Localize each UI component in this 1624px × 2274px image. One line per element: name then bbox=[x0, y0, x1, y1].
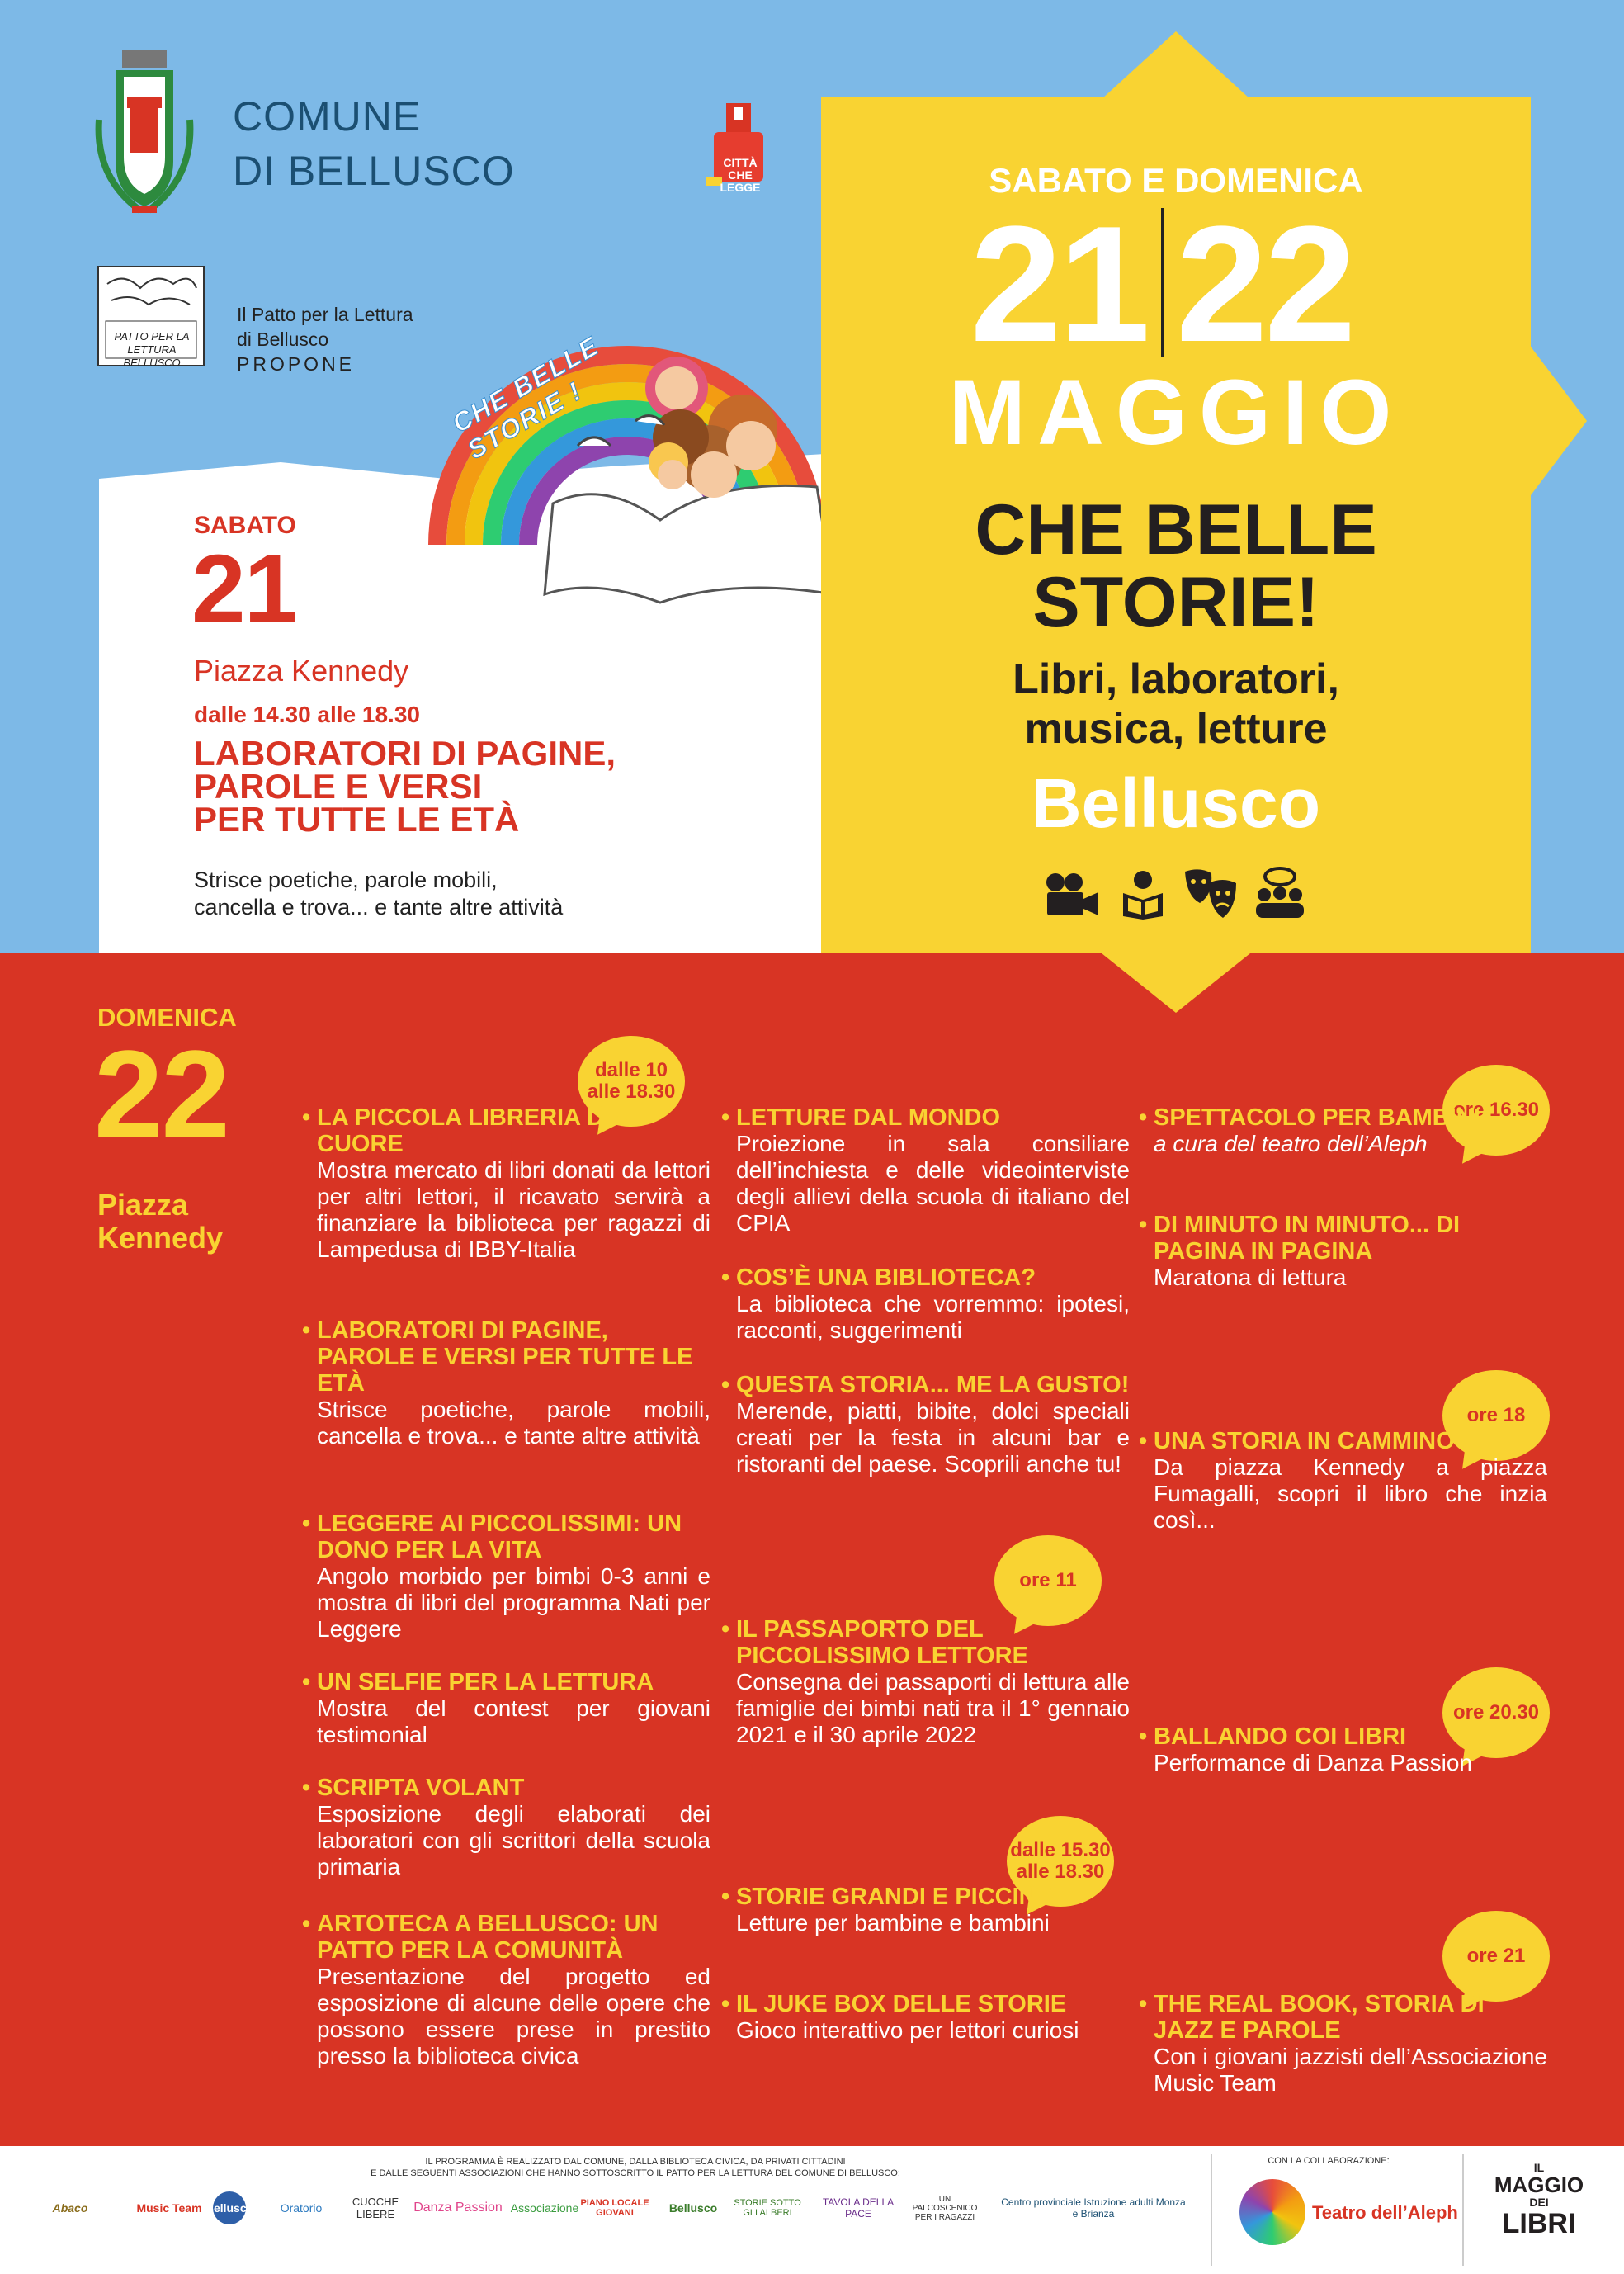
program-item-desc: Mostra del contest per giovani testimonial bbox=[317, 1695, 710, 1747]
camera-icon bbox=[1044, 871, 1102, 920]
program-item-title: • QUESTA STORIA... ME LA GUSTO! bbox=[721, 1372, 1130, 1398]
group-talk-icon bbox=[1253, 867, 1307, 921]
time-bubble: dalle 15.30 alle 18.30 bbox=[1007, 1816, 1114, 1907]
patto-line3: PROPONE bbox=[237, 353, 356, 375]
program-item-title: • THE REAL BOOK, STORIA DI JAZZ E PAROLE bbox=[1139, 1991, 1547, 2044]
program-item bbox=[721, 1884, 1130, 1936]
saturday-title-line2: PAROLE E VERSI bbox=[194, 767, 483, 806]
time-bubble: ore 16.30 bbox=[1442, 1065, 1550, 1156]
program-item-title: • IL PASSAPORTO DEL PICCOLISSIMO LETTORE bbox=[721, 1616, 1130, 1669]
program-item bbox=[302, 1911, 710, 2069]
program-item-desc: Gioco interattivo per lettori curiosi bbox=[736, 2017, 1079, 2043]
event-date-right: 22 bbox=[1176, 192, 1353, 376]
program-item-desc: a cura del teatro dell’Aleph bbox=[1154, 1131, 1428, 1156]
event-subtitle-line1: Libri, laboratori, bbox=[1013, 655, 1339, 703]
program-item-title: • UNA STORIA IN CAMMINO bbox=[1139, 1428, 1547, 1454]
sponsor-logo: Danza Passion bbox=[413, 2201, 503, 2215]
sunday-label: DOMENICA bbox=[97, 1003, 237, 1032]
sponsor-logo: Oratorio bbox=[280, 2201, 323, 2215]
program-item-desc: Presentazione del progetto ed esposizione di alcune delle opere che possono essere prese in prestito presso la biblioteca civica bbox=[317, 1964, 710, 2068]
event-date-left: 21 bbox=[970, 192, 1147, 376]
event-title-line2: STORIE! bbox=[1032, 563, 1320, 642]
program-item bbox=[1139, 1212, 1547, 1291]
footer-credit bbox=[99, 2156, 1172, 2179]
program-item-title: • LA PICCOLA LIBRERIA DEL CUORE bbox=[302, 1104, 710, 1157]
event-title-line1: CHE BELLE bbox=[975, 490, 1377, 570]
maggio-dei-libri-logo bbox=[1485, 2161, 1593, 2239]
program-item-title: • LABORATORI DI PAGINE, PAROLE E VERSI PER TUTTE LE ETÀ bbox=[302, 1317, 710, 1397]
program-item-title: • DI MINUTO IN MINUTO... DI PAGINA IN PAGINA bbox=[1139, 1212, 1547, 1265]
saturday-desc bbox=[194, 867, 563, 921]
footer-credit-line1: IL PROGRAMMA È REALIZZATO DAL COMUNE, DALLA BIBLIOTECA CIVICA, DA PRIVATI CITTADINI bbox=[425, 2157, 846, 2167]
program-item bbox=[721, 1616, 1130, 1748]
time-bubble: ore 20.30 bbox=[1442, 1667, 1550, 1758]
footer-credit-line2: E DALLE SEGUENTI ASSOCIAZIONI CHE HANNO SOTTOSCRITTO IL PATTO PER LA LETTURA DEL COMUNE DI BELLUSCO: bbox=[371, 2168, 900, 2178]
time-bubble: ore 21 bbox=[1442, 1911, 1550, 2002]
coat-of-arms-icon bbox=[91, 45, 198, 219]
sponsor-logo: Bellusco bbox=[213, 2191, 246, 2224]
program-item bbox=[302, 1510, 710, 1643]
program-item-desc: Consegna dei passaporti di lettura alle famiglie dei bimbi nati tra il 1° gennaio 2021 e il 30 aprile 2022 bbox=[736, 1669, 1130, 1747]
program-item-desc: Proiezione in sala consiliare dell’inchiesta e delle videointerviste degli allievi della scuola di italiano del CPIA bbox=[736, 1131, 1130, 1236]
event-days: SABATO E DOMENICA bbox=[989, 161, 1363, 200]
program-item-desc: Maratona di lettura bbox=[1154, 1265, 1347, 1290]
maggio-line3: DEI bbox=[1529, 2196, 1549, 2209]
saturday-day-num: 21 bbox=[191, 535, 297, 644]
saturday-title-line1: LABORATORI DI PAGINE, bbox=[194, 734, 616, 773]
panel-top-arrow bbox=[1102, 31, 1250, 99]
program-item bbox=[302, 1669, 710, 1748]
time-bubble: ore 18 bbox=[1442, 1370, 1550, 1461]
panel-right-arrow bbox=[1531, 347, 1587, 495]
time-bubble: ore 11 bbox=[994, 1535, 1102, 1626]
program-item-title: • ARTOTECA A BELLUSCO: UN PATTO PER LA COMUNITÀ bbox=[302, 1911, 710, 1964]
program-item-desc: La biblioteca che vorremmo: ipotesi, racconti, suggerimenti bbox=[736, 1291, 1130, 1343]
sponsor-logo: Associazione bbox=[510, 2201, 579, 2215]
program-item bbox=[1139, 1428, 1547, 1534]
program-item-desc: Performance di Danza Passion bbox=[1154, 1750, 1472, 1775]
comune-title-line1: COMUNE bbox=[233, 93, 422, 139]
program-item bbox=[302, 1775, 710, 1880]
saturday-location: Piazza Kennedy bbox=[194, 654, 409, 688]
sponsor-logo: TAVOLA DELLA PACE bbox=[822, 2196, 895, 2220]
maggio-line2: MAGGIO bbox=[1494, 2172, 1584, 2197]
collab-label: CON LA COLLABORAZIONE: bbox=[1268, 2156, 1390, 2166]
sponsor-logo: UN PALCOSCENICO PER I RAGAZZI bbox=[912, 2194, 978, 2222]
sponsor-logo: Centro provinciale Istruzione adulti Monza e Brianza bbox=[1001, 2196, 1186, 2220]
reader-icon bbox=[1118, 868, 1168, 920]
program-item bbox=[1139, 1991, 1547, 2097]
sunday-location-line2: Kennedy bbox=[97, 1221, 224, 1255]
patto-logo-text: PATTO PER LA LETTURA BELLUSCO bbox=[114, 330, 190, 369]
saturday-time: dalle 14.30 alle 18.30 bbox=[194, 702, 420, 727]
program-item-desc: Da piazza Kennedy a piazza Fumagalli, scopri il libro che inzia così... bbox=[1154, 1454, 1547, 1533]
sponsor-logo: Abaco bbox=[52, 2201, 88, 2215]
program-item-desc: Letture per bambine e bambini bbox=[736, 1910, 1050, 1936]
patto-text bbox=[237, 302, 413, 376]
saturday-title-line3: PER TUTTE LE ETÀ bbox=[194, 800, 520, 839]
theatre-masks-icon bbox=[1182, 867, 1239, 921]
program-item-desc: Merende, piatti, bibite, dolci speciali creati per la festa in alcuni bar e ristoranti del paese. Scoprili anche tu! bbox=[736, 1398, 1130, 1477]
patto-line1: Il Patto per la Lettura bbox=[237, 304, 413, 325]
sponsor-logo: PIANO LOCALE GIOVANI bbox=[580, 2198, 649, 2218]
sunday-location bbox=[97, 1189, 223, 1255]
patto-line2: di Bellusco bbox=[237, 329, 329, 350]
program-item-desc: Mostra mercato di libri donati da lettori per altri lettori, il ricavato servirà a finanziare la biblioteca per ragazzi di Lampedusa di IBBY-Italia bbox=[317, 1157, 710, 1262]
sponsor-logo: CUOCHE LIBERE bbox=[352, 2196, 399, 2220]
program-item-title: • COS’È UNA BIBLIOTECA? bbox=[721, 1265, 1130, 1291]
event-subtitle-line2: musica, letture bbox=[1024, 705, 1328, 753]
rainbow-text: CHE BELLE STORIE ! bbox=[446, 330, 605, 466]
saturday-title bbox=[194, 734, 616, 839]
program-item-title: • SCRIPTA VOLANT bbox=[302, 1775, 710, 1801]
program-item bbox=[721, 1265, 1130, 1344]
saturday-desc-line1: Strisce poetiche, parole mobili, bbox=[194, 868, 498, 892]
citta-che-legge-text: CITTÀ CHE LEGGE bbox=[720, 156, 761, 194]
saturday-desc-line2: cancella e trova... e tante altre attività bbox=[194, 895, 564, 920]
program-item bbox=[721, 1991, 1130, 2044]
date-divider bbox=[1161, 208, 1164, 357]
program-item-title: • BALLANDO COI LIBRI bbox=[1139, 1723, 1547, 1750]
sponsor-logo: Music Team bbox=[136, 2201, 202, 2215]
event-month: MAGGIO bbox=[948, 361, 1404, 464]
program-item bbox=[721, 1372, 1130, 1477]
sunday-location-line1: Piazza bbox=[97, 1188, 189, 1222]
sponsor-logo: STORIE SOTTO GLI ALBERI bbox=[734, 2198, 801, 2218]
aleph-logo-icon bbox=[1239, 2179, 1305, 2245]
program-item bbox=[721, 1104, 1130, 1236]
saturday-label: SABATO bbox=[194, 512, 296, 539]
sunday-day-num: 22 bbox=[94, 1024, 229, 1163]
event-place: Bellusco bbox=[1031, 764, 1321, 842]
program-item-title: • SPETTACOLO PER BAMBINI bbox=[1139, 1104, 1547, 1131]
program-item-title: • LEGGERE AI PICCOLISSIMI: UN DONO PER LA VITA bbox=[302, 1510, 710, 1563]
time-bubble: dalle 10 alle 18.30 bbox=[578, 1036, 685, 1127]
program-item bbox=[1139, 1723, 1547, 1776]
sponsor-logo: Bellusco bbox=[668, 2201, 718, 2215]
patto-logo bbox=[97, 266, 205, 369]
footer-divider bbox=[1462, 2154, 1464, 2266]
program-item bbox=[1139, 1104, 1547, 1157]
maggio-line1: IL bbox=[1533, 2161, 1545, 2174]
program-item-desc: Strisce poetiche, parole mobili, cancella e trova... e tante altre attività bbox=[317, 1397, 710, 1449]
teatro-aleph-name: Teatro dell’Aleph bbox=[1312, 2202, 1458, 2223]
program-item-title: • UN SELFIE PER LA LETTURA bbox=[302, 1669, 710, 1695]
program-item-title: • STORIE GRANDI E PICCINE bbox=[721, 1884, 1130, 1910]
program-item bbox=[302, 1104, 710, 1263]
program-item-desc: Angolo morbido per bimbi 0-3 anni e mostra di libri del programma Nati per Leggere bbox=[317, 1563, 710, 1642]
program-item-desc: Esposizione degli elaborati dei laboratori con gli scrittori della scuola primaria bbox=[317, 1801, 710, 1879]
panel-bottom-arrow bbox=[1102, 953, 1250, 1013]
program-item-desc: Con i giovani jazzisti dell’Associazione Music Team bbox=[1154, 2044, 1547, 2096]
program-item-title: • IL JUKE BOX DELLE STORIE bbox=[721, 1991, 1130, 2017]
program-item bbox=[302, 1317, 710, 1449]
maggio-line4: LIBRI bbox=[1502, 2208, 1576, 2239]
comune-title-line2: DI BELLUSCO bbox=[233, 148, 515, 194]
program-item-title: • LETTURE DAL MONDO bbox=[721, 1104, 1130, 1131]
footer-divider bbox=[1211, 2154, 1212, 2266]
